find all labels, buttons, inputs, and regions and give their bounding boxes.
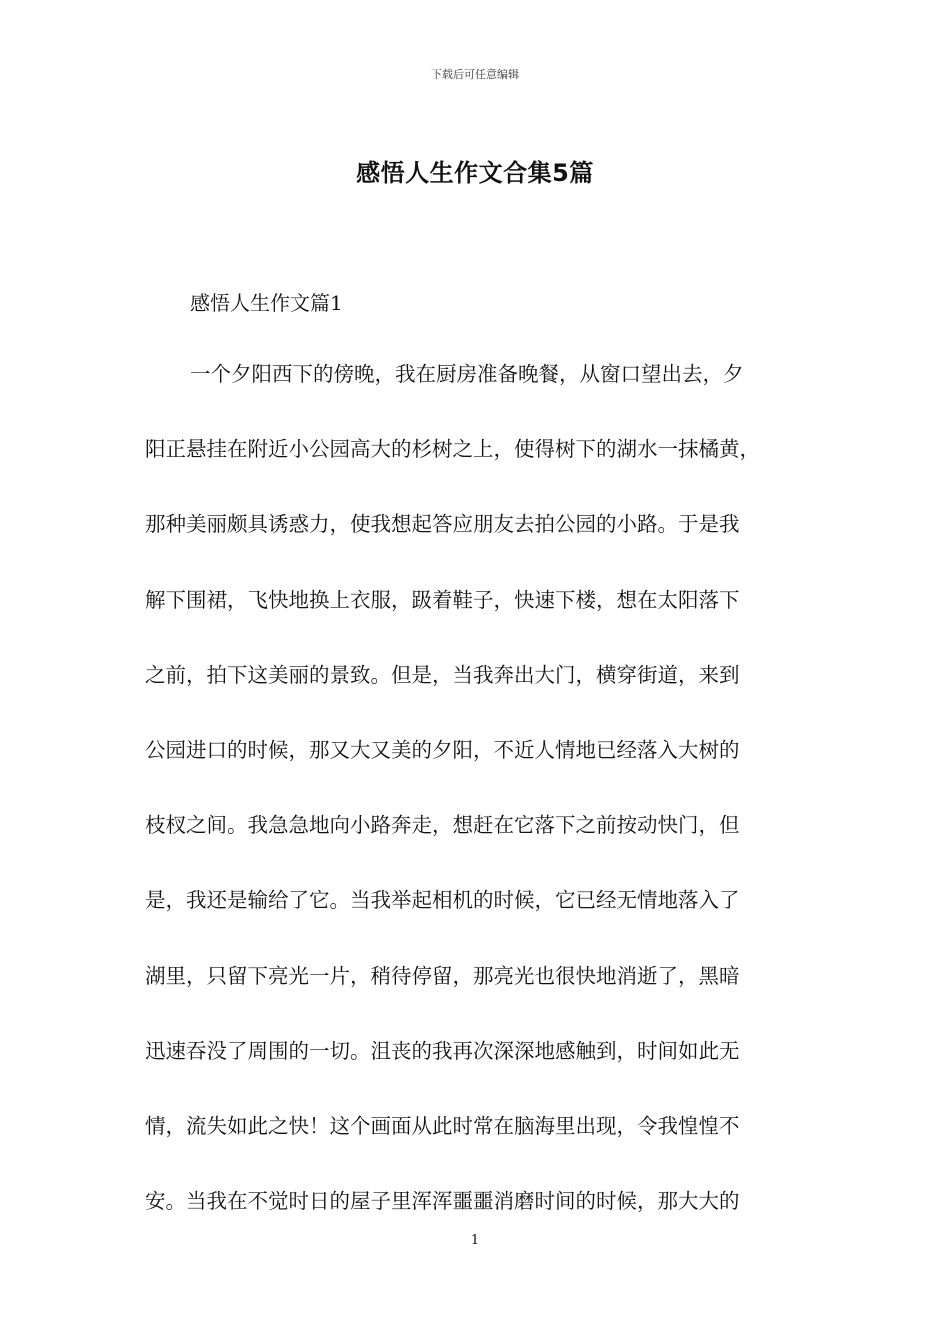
paragraph-line: 之前，拍下这美丽的景致。但是，当我奔出大门，横穿街道，来到 — [145, 662, 740, 687]
paragraph-line: 枝杈之间。我急急地向小路奔走，想赶在它落下之前按动快门，但 — [145, 813, 740, 838]
body-paragraph — [145, 354, 810, 1256]
paragraph-line: 湖里，只留下亮光一片，稍待停留，那亮光也很快地消逝了，黑暗 — [145, 963, 740, 988]
paragraph-line: 解下围裙，飞快地换上衣服，趿着鞋子，快速下楼，想在太阳落下 — [145, 587, 740, 612]
paragraph-line: 迅速吞没了周围的一切。沮丧的我再次深深地感触到，时间如此无 — [145, 1038, 740, 1063]
document-title: 感悟人生作文合集5篇 — [356, 159, 594, 187]
paragraph-line: 安。当我在不觉时日的屋子里浑浑噩噩消磨时间的时候，那大大的 — [145, 1189, 740, 1214]
paragraph-line: 阳正悬挂在附近小公园高大的杉树之上，使得树下的湖水一抹橘黄， — [145, 437, 760, 462]
header-note: 下载后可任意编辑 — [431, 68, 519, 81]
section-heading: 感悟人生作文篇1 — [190, 291, 343, 315]
paragraph-line: 情，流失如此之快！这个画面从此时常在脑海里出现，令我惶惶不 — [145, 1113, 740, 1138]
paragraph-line: 是，我还是输给了它。当我举起相机的时候，它已经无情地落入了 — [145, 888, 740, 913]
paragraph-line: 那种美丽颇具诱惑力，使我想起答应朋友去拍公园的小路。于是我 — [145, 512, 740, 537]
page-number: 1 — [470, 1233, 480, 1248]
paragraph-line: 公园进口的时候，那又大又美的夕阳，不近人情地已经落入大树的 — [145, 737, 740, 762]
paragraph-line: 一个夕阳西下的傍晚，我在厨房准备晚餐，从窗口望出去，夕 — [190, 362, 744, 386]
